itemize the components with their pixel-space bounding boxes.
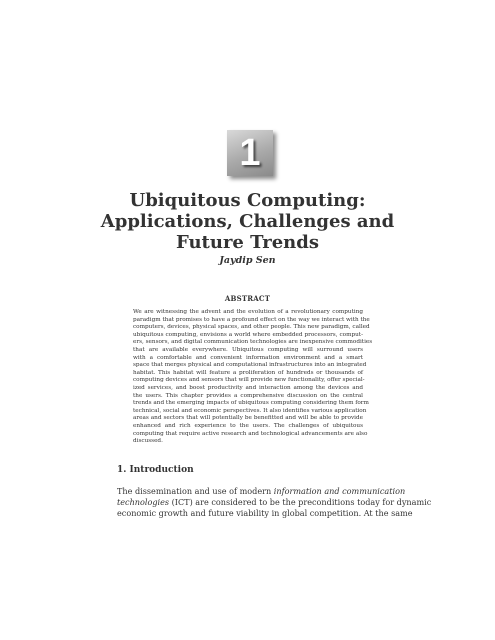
intro-line	[117, 486, 406, 497]
chapter-title-line: Future Trends	[176, 232, 319, 253]
intro-line: economic growth and future viability in global competition. At the same	[117, 508, 413, 519]
author-name: Jaydip Sen	[219, 255, 276, 266]
abstract-line: technical, social and economic perspectives. It also identifies various application	[133, 407, 367, 414]
abstract-line: computers, devices, physical spaces, and other people. This new paradigm, called	[133, 324, 370, 331]
abstract-line: computing devices and sensors that will provide new functionality, offer special-	[133, 377, 365, 384]
chapter-title	[60, 190, 435, 253]
abstract-line: ubiquitous computing, envisions a world where embedded processors, comput-	[133, 331, 363, 338]
abstract-line: areas and sectors that will potentially be benefitted and will be able to provide	[133, 415, 363, 422]
abstract-line: with a comfortable and convenient information environment and a smart	[133, 354, 363, 361]
abstract-line: discussed.	[133, 438, 163, 445]
abstract-line: that are available everywhere. Ubiquitous computing will surround users	[133, 346, 363, 353]
abstract-line: ized services, and boost productivity and interaction among the devices and	[133, 384, 363, 391]
abstract-body	[133, 309, 373, 446]
intro-text: (ICT) are considered to be the preconditions today for dynamic	[169, 497, 432, 508]
abstract-line: space that merges physical and computational infrastructures into an integrated	[133, 362, 367, 369]
section-heading: 1. Introduction	[117, 465, 194, 475]
chapter-title-line: Ubiquitous Computing:	[129, 190, 366, 211]
intro-paragraph	[117, 486, 432, 520]
abstract-line: paradigm that promises to have a profound effect on the way we interact with the	[133, 316, 370, 323]
abstract-line: enhanced and rich experience to the users. The challenges of ubiquitous	[133, 422, 363, 429]
abstract-line: habitat. This habitat will feature a proliferation of hundreds or thousands of	[133, 369, 363, 376]
chapter-number: 1	[239, 132, 261, 174]
abstract-line: computing that require active research and technological advancements are also	[133, 430, 368, 437]
abstract-line: We are witnessing the advent and the evolution of a revolutionary computing	[133, 309, 363, 315]
chapter-title-line: Applications, Challenges and	[100, 211, 395, 232]
intro-line	[117, 497, 432, 508]
abstract-line: trends and the emerging impacts of ubiquitous computing considering them form	[133, 400, 369, 407]
abstract-heading: ABSTRACT	[224, 294, 271, 303]
chapter-number-badge	[227, 130, 273, 176]
intro-emphasis: technologies	[117, 497, 170, 508]
intro-emphasis: information and communication	[273, 486, 406, 496]
abstract-line: ers, sensors, and digital communication technologies are inexpensive commodities	[133, 339, 373, 346]
abstract-line: the users. This chapter provides a comprehensive discussion on the central	[133, 392, 363, 399]
intro-text: The dissemination and use of modern	[117, 486, 274, 496]
